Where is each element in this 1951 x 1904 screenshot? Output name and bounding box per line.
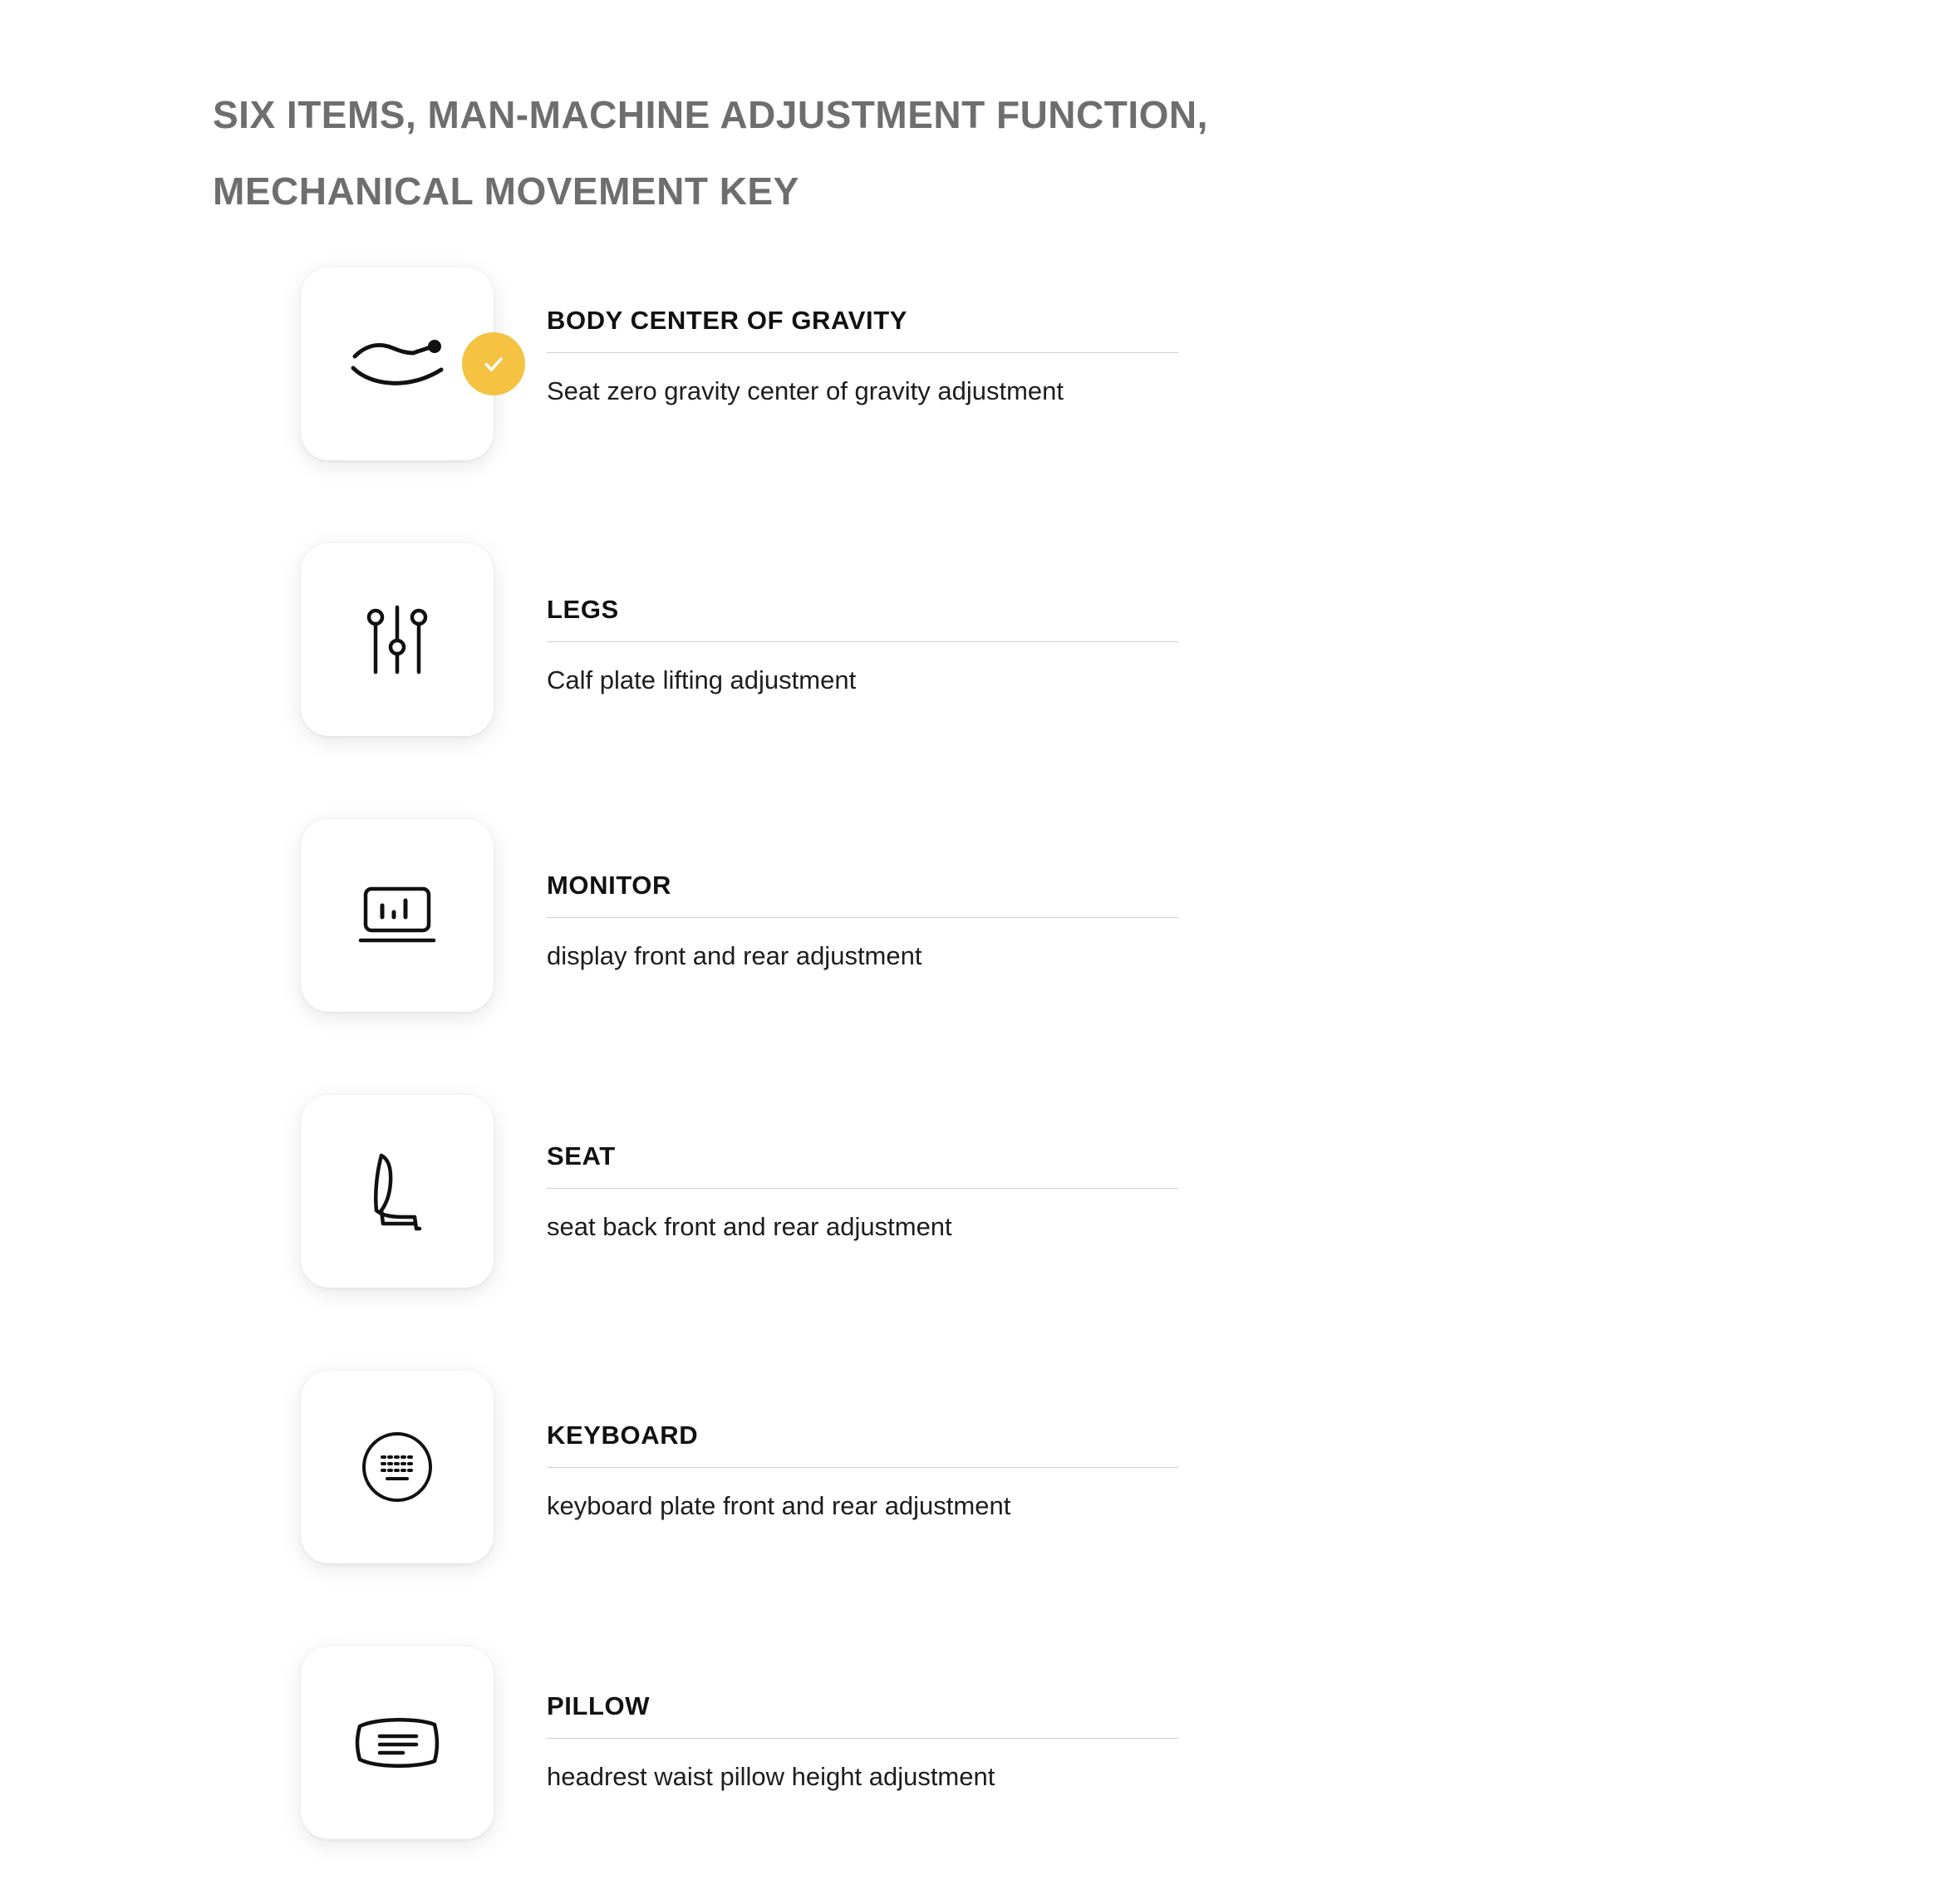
feature-description: Seat zero gravity center of gravity adjustment <box>547 376 1064 405</box>
feature-description: headrest waist pillow height adjustment <box>547 1762 995 1791</box>
keyboard-circle-icon <box>301 1371 494 1563</box>
feature-list <box>0 267 1951 1904</box>
feature-icon-wrapper <box>301 543 494 736</box>
feature-icon-wrapper <box>301 819 494 1012</box>
feature-text <box>547 267 1178 408</box>
feature-title: MONITOR <box>547 871 672 900</box>
feature-title: SEAT <box>547 1141 616 1170</box>
page-title-line-1: SIX ITEMS, MAN-MACHINE ADJUSTMENT FUNCTION, <box>213 93 1208 136</box>
page-title <box>213 76 1459 229</box>
feature-text <box>547 819 1178 973</box>
feature-icon-wrapper <box>301 267 494 460</box>
feature-text <box>547 1371 1178 1523</box>
feature-icon-wrapper <box>301 1646 494 1839</box>
feature-title: LEGS <box>547 595 619 624</box>
page-title-line-2: MECHANICAL MOVEMENT KEY <box>213 169 799 213</box>
feature-description: keyboard plate front and rear adjustment <box>547 1491 1011 1520</box>
feature-description: display front and rear adjustment <box>547 941 922 970</box>
feature-title: KEYBOARD <box>547 1421 699 1450</box>
feature-description: Calf plate lifting adjustment <box>547 665 857 694</box>
feature-icon-wrapper <box>301 1371 494 1563</box>
feature-item-body-center-of-gravity[interactable] <box>0 267 1951 543</box>
feature-title: BODY CENTER OF GRAVITY <box>547 306 908 335</box>
monitor-icon <box>301 819 494 1012</box>
feature-title: PILLOW <box>547 1691 651 1720</box>
feature-item-legs[interactable] <box>0 543 1951 819</box>
feature-item-pillow[interactable] <box>0 1646 1951 1904</box>
feature-icon-wrapper <box>301 1095 494 1288</box>
feature-item-monitor[interactable] <box>0 819 1951 1095</box>
feature-text <box>547 1646 1178 1794</box>
feature-text <box>547 543 1178 697</box>
check-icon[interactable] <box>462 332 525 395</box>
sliders-icon <box>301 543 494 736</box>
feature-description: seat back front and rear adjustment <box>547 1212 952 1241</box>
feature-item-keyboard[interactable] <box>0 1371 1951 1646</box>
seat-icon <box>301 1095 494 1288</box>
feature-text <box>547 1095 1178 1244</box>
pillow-icon <box>301 1646 494 1839</box>
feature-item-seat[interactable] <box>0 1095 1951 1371</box>
